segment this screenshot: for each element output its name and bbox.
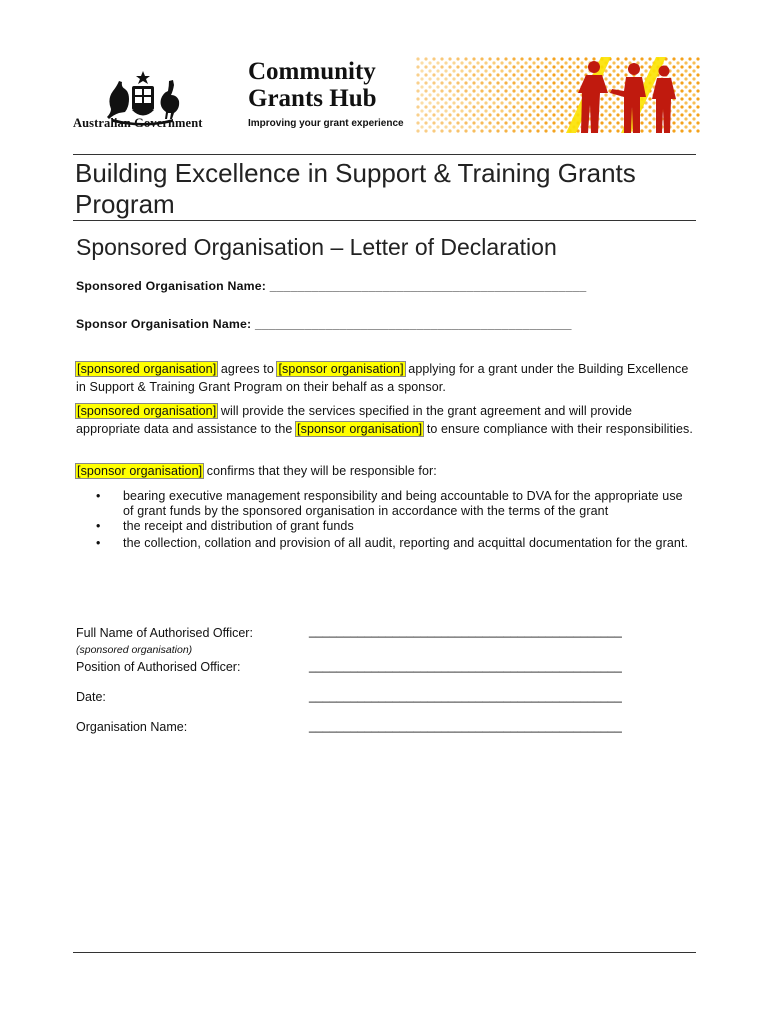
bullet-icon: •	[96, 536, 101, 550]
title-divider	[73, 220, 696, 221]
officer-name-label: Full Name of Authorised Officer:	[76, 626, 253, 640]
organisation-name-label: Organisation Name:	[76, 720, 188, 734]
handshake-banner-image	[416, 57, 700, 133]
sponsor-organisation-name-field[interactable]: Sponsor Organisation Name: _____________________________________________	[76, 317, 572, 331]
date-line[interactable]: _____________________________________________	[309, 689, 622, 703]
officer-name-note: (sponsored organisation)	[76, 644, 193, 656]
paragraph-3-text: confirms that they will be responsible for:	[206, 464, 437, 478]
footer-divider	[73, 952, 696, 953]
list-item	[96, 534, 696, 552]
paragraph-2-text-b: to ensure compliance with their responsibilities.	[426, 422, 693, 436]
sponsor-organisation-placeholder[interactable]: [sponsor organisation]	[297, 422, 423, 436]
responsibilities-list	[96, 489, 696, 552]
paragraph-2-text-a: will provide the services specified in the grant agreement and will provide appropriate data and assistance to the	[76, 404, 633, 436]
list-item	[96, 489, 696, 519]
officer-position-line[interactable]: _____________________________________________	[309, 659, 622, 673]
brand-title-line2: Grants Hub	[248, 85, 377, 112]
header-divider	[73, 154, 696, 155]
paragraph-1-text-a: agrees to	[220, 362, 274, 376]
list-item	[96, 519, 696, 534]
community-grants-hub-logo-title	[248, 58, 377, 112]
list-item-text: the receipt and distribution of grant funds	[123, 519, 354, 533]
bullet-icon: •	[96, 519, 101, 533]
date-label: Date:	[76, 690, 106, 704]
paragraph-responsibilities-intro	[76, 462, 696, 480]
sponsor-organisation-placeholder[interactable]: [sponsor organisation]	[278, 362, 404, 376]
sponsored-organisation-name-field[interactable]: Sponsored Organisation Name: _____________________________________________	[76, 279, 587, 293]
document-title: Building Excellence in Support & Training Grants Program	[75, 158, 636, 219]
bullet-icon: •	[96, 489, 101, 503]
list-item-text: the collection, collation and provision of all audit, reporting and acquittal documentation for the grant.	[123, 536, 689, 550]
document-subtitle: Sponsored Organisation – Letter of Declaration	[76, 234, 557, 260]
organisation-name-line[interactable]: _____________________________________________	[309, 719, 622, 733]
paragraph-services	[76, 402, 696, 438]
sponsor-organisation-placeholder[interactable]: [sponsor organisation]	[77, 464, 203, 478]
paragraph-1-text-b: applying for a grant under the Building Excellence in Support & Training Grant Program on their behalf as a sponsor.	[76, 362, 689, 394]
sponsored-organisation-placeholder[interactable]: [sponsored organisation]	[77, 362, 217, 376]
officer-name-line[interactable]: _____________________________________________	[309, 624, 622, 638]
brand-title-line1: Community	[248, 58, 376, 85]
list-item-text: bearing executive management responsibility and being accountable to DVA for the appropriate use of grant funds by the sponsored organisation in accordance with the terms of the grant	[123, 489, 683, 518]
brand-tagline: Improving your grant experience	[248, 118, 404, 129]
officer-position-label: Position of Authorised Officer:	[76, 660, 241, 674]
sponsored-organisation-placeholder[interactable]: [sponsored organisation]	[77, 404, 217, 418]
paragraph-agreement	[76, 360, 696, 396]
australian-government-text: Australian Government	[73, 116, 203, 130]
